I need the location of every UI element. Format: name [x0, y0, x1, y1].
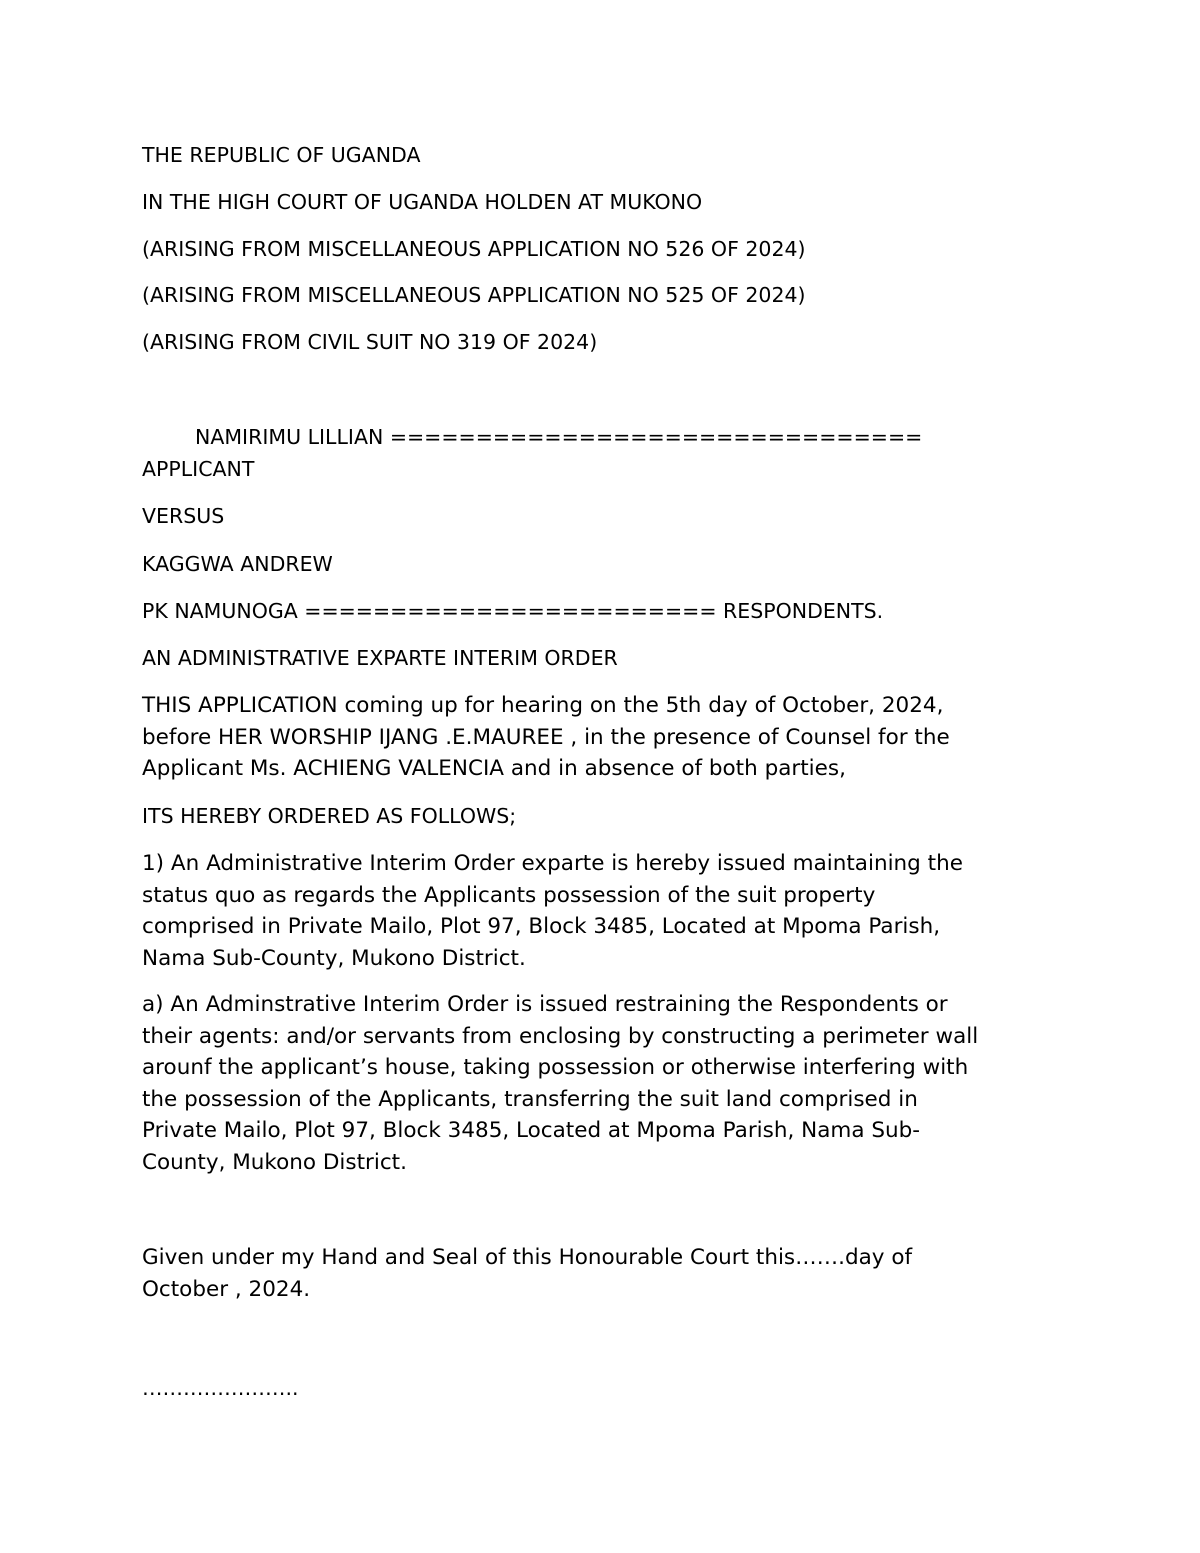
ordered-as-follows: ITS HEREBY ORDERED AS FOLLOWS;	[142, 804, 517, 828]
order-title: AN ADMINISTRATIVE EXPARTE INTERIM ORDER	[142, 646, 618, 670]
republic-heading: THE REPUBLIC OF UGANDA	[142, 143, 421, 167]
versus-label: VERSUS	[142, 504, 225, 528]
court-heading: IN THE HIGH COURT OF UGANDA HOLDEN AT MUKONO	[142, 190, 703, 214]
applicant-role: APPLICANT	[142, 457, 255, 481]
applicant-name-line: NAMIRIMU LILLIAN ===============================	[195, 425, 923, 449]
order-item-1: 1) An Administrative Interim Order exparte is hereby issued maintaining the status quo as regards the Applicants possession of the suit property comprised in Private Mailo, Plot 97, Block 3485, Located at Mpoma Parish, Nama Sub-County, Mukono District.	[142, 851, 963, 971]
arising-line-1: (ARISING FROM MISCELLANEOUS APPLICATION NO 526 OF 2024)	[142, 237, 806, 261]
given-under-hand: Given under my Hand and Seal of this Honourable Court this…….day of October , 2024.	[142, 1245, 913, 1302]
order-item-a: a) An Adminstrative Interim Order is issued restraining the Respondents or their agents: and/or servants from enclosing by constructing a perimeter wall arounf the applicant’s house, taking possession or otherwise interfering with the possession of the Applicants, transferring the suit land comprised in Private Mailo, Plot 97, Block 3485, Located at Mpoma Parish, Nama Sub- County, Mukono District.	[142, 992, 979, 1175]
signature-line: …………………..	[142, 1376, 299, 1400]
respondent-1: KAGGWA ANDREW	[142, 552, 333, 576]
arising-line-3: (ARISING FROM CIVIL SUIT NO 319 OF 2024)	[142, 330, 598, 354]
arising-line-2: (ARISING FROM MISCELLANEOUS APPLICATION NO 525 OF 2024)	[142, 283, 806, 307]
respondent-2-line: PK NAMUNOGA ======================== RESPONDENTS.	[142, 599, 884, 623]
order-intro-paragraph: THIS APPLICATION coming up for hearing on the 5th day of October, 2024, before HER WORSHIP IJANG .E.MAUREE , in the presence of Counsel for the Applicant Ms. ACHIENG VALENCIA and in absence of both parties,	[142, 693, 950, 781]
